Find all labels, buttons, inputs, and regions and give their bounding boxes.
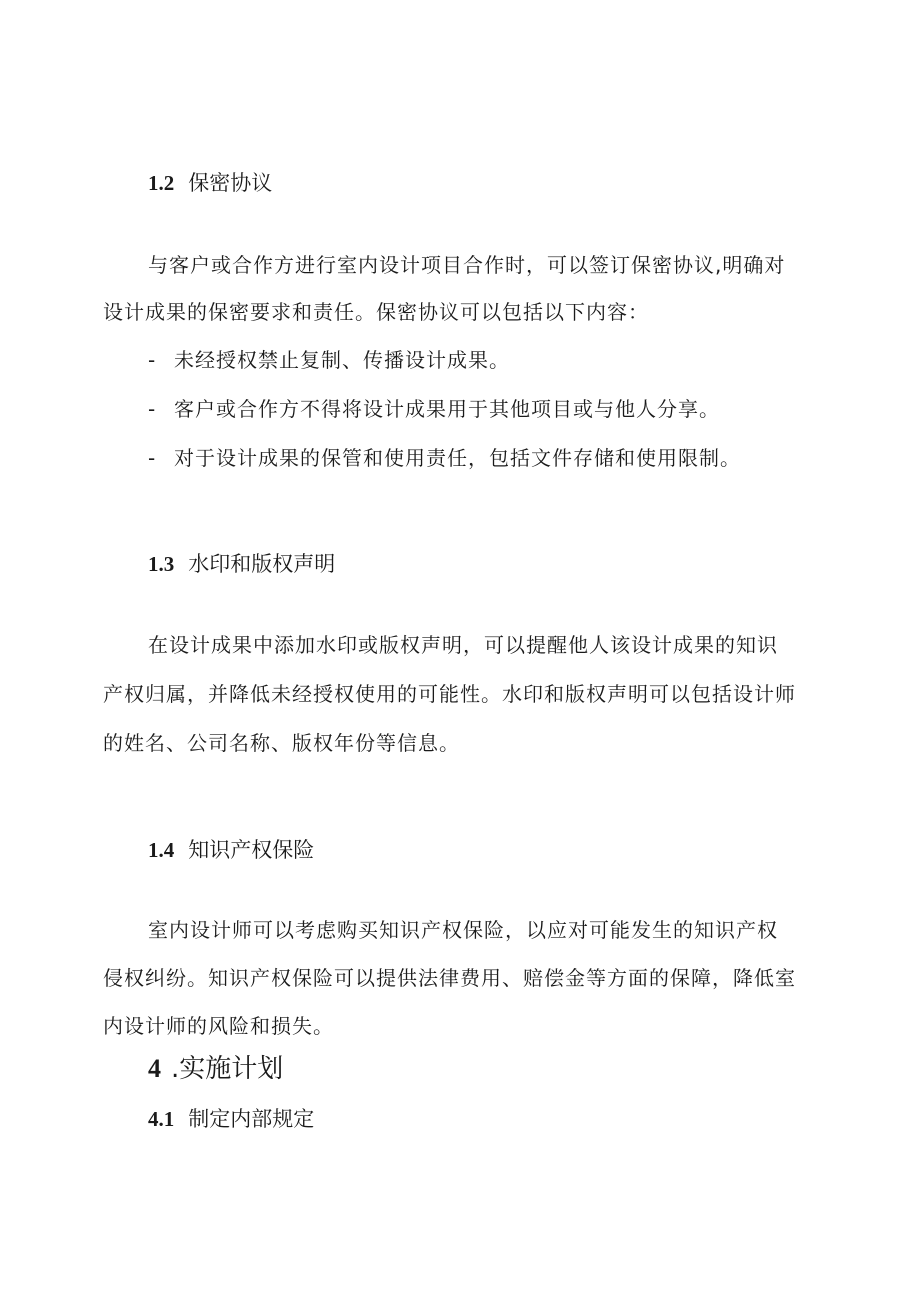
paragraph-line: 的姓名、公司名称、版权年份等信息。 (103, 731, 460, 755)
list-item (148, 345, 510, 375)
section-title: 水印和版权声明 (188, 552, 336, 576)
list-item-text: 未经授权禁止复制、传播设计成果。 (174, 348, 510, 372)
paragraph-line: 产权归属，并降低未经授权使用的可能性。水印和版权声明可以包括设计师 (103, 682, 796, 706)
paragraph-line: 室内设计师可以考虑购买知识产权保险，以应对可能发生的知识产权 (148, 918, 778, 942)
section-number: 1.4 (148, 838, 175, 862)
section-title: 保密协议 (188, 171, 273, 195)
list-item (148, 394, 720, 424)
paragraph-line: 内设计师的风险和损失。 (103, 1014, 334, 1038)
paragraph-line: 与客户或合作方进行室内设计项目合作时，可以签订保密协议,明确对 (148, 253, 786, 277)
section-number: 4.1 (148, 1107, 175, 1131)
section-heading-1-2 (148, 168, 272, 198)
paragraph-line: 侵权纠纷。知识产权保险可以提供法律费用、赔偿金等方面的保障，降低室 (103, 966, 796, 990)
section-heading-1-4 (148, 835, 314, 865)
section-number: 1.3 (148, 552, 175, 576)
bullet-dash: - (148, 397, 157, 421)
paragraph-line: 在设计成果中添加水印或版权声明，可以提醒他人该设计成果的知识 (148, 633, 778, 657)
list-item-text: 客户或合作方不得将设计成果用于其他项目或与他人分享。 (174, 397, 720, 421)
section-heading-4-1 (148, 1104, 314, 1134)
paragraph-line: 设计成果的保密要求和责任。保密协议可以包括以下内容： (103, 300, 649, 324)
section-heading-1-3 (148, 549, 335, 579)
section-title: 制定内部规定 (188, 1107, 315, 1131)
section-number: 1.2 (148, 171, 175, 195)
chapter-heading-4 (148, 1052, 283, 1086)
list-item (148, 443, 741, 473)
bullet-dash: - (148, 348, 157, 372)
chapter-number: 4 (148, 1054, 161, 1083)
list-item-text: 对于设计成果的保管和使用责任，包括文件存储和使用限制。 (174, 446, 741, 470)
bullet-dash: - (148, 446, 157, 470)
chapter-title: .实施计划 (171, 1054, 284, 1084)
section-title: 知识产权保险 (188, 838, 315, 862)
